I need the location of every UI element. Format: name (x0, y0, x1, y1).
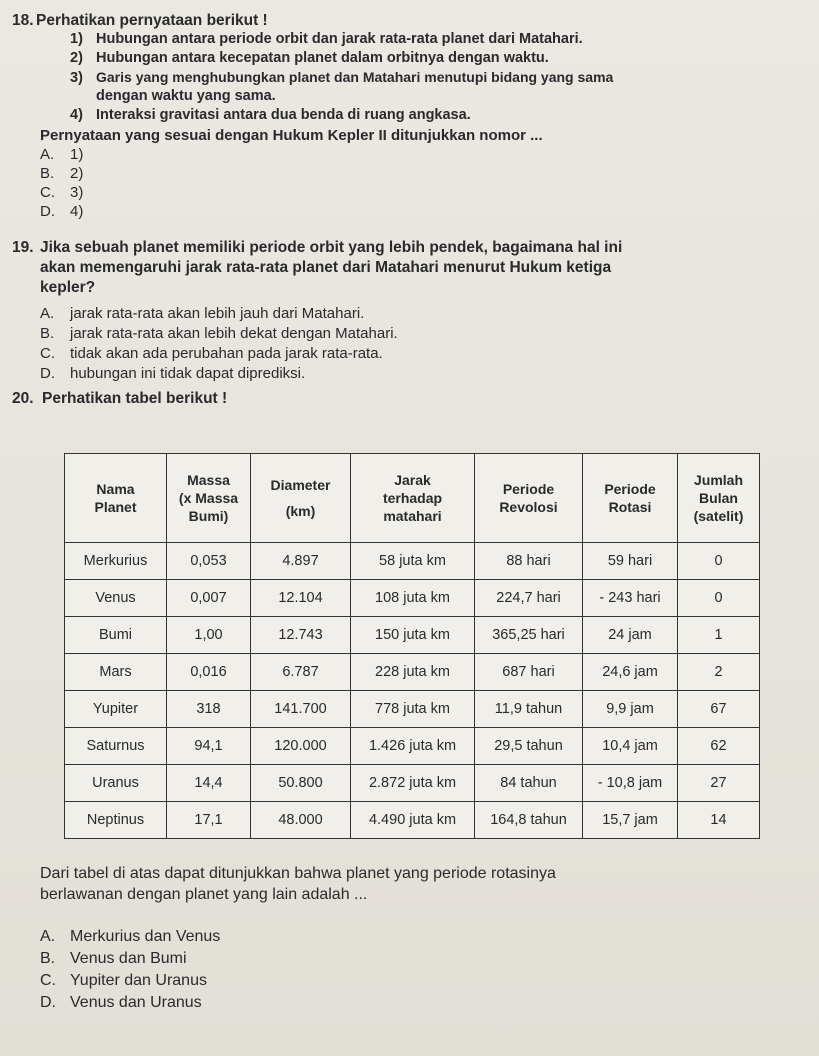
cell-massa: 0,007 (167, 580, 251, 617)
q20-option-d[interactable]: D. Venus dan Uranus (40, 994, 202, 1011)
q19-option-b[interactable]: B. jarak rata-rata akan lebih dekat dengan Matahari. (40, 325, 398, 342)
cell-rotasi: - 243 hari (583, 580, 678, 617)
cell-bulan: 0 (678, 580, 760, 617)
cell-massa: 94,1 (167, 728, 251, 765)
cell-jarak: 108 juta km (351, 580, 475, 617)
cell-nama: Venus (65, 580, 167, 617)
q18-number: 18. (12, 12, 34, 29)
q20-heading (12, 391, 227, 407)
table-row (65, 543, 760, 580)
cell-rotasi: 24,6 jam (583, 654, 678, 691)
cell-nama: Merkurius (65, 543, 167, 580)
q18-option-a[interactable]: A. 1) (40, 146, 84, 163)
cell-rotasi: 24 jam (583, 617, 678, 654)
cell-nama: Neptinus (65, 802, 167, 839)
cell-jarak: 1.426 juta km (351, 728, 475, 765)
cell-revolusi: 365,25 hari (475, 617, 583, 654)
q20-number: 20. (12, 390, 34, 407)
cell-massa: 318 (167, 691, 251, 728)
cell-nama: Bumi (65, 617, 167, 654)
table-row (65, 580, 760, 617)
cell-rotasi: 9,9 jam (583, 691, 678, 728)
cell-bulan: 27 (678, 765, 760, 802)
cell-diameter: 48.000 (251, 802, 351, 839)
header-diameter: Diameter (km) (251, 454, 351, 543)
cell-diameter: 120.000 (251, 728, 351, 765)
table-row (65, 802, 760, 839)
cell-revolusi: 11,9 tahun (475, 691, 583, 728)
cell-bulan: 1 (678, 617, 760, 654)
cell-rotasi: 15,7 jam (583, 802, 678, 839)
cell-massa: 17,1 (167, 802, 251, 839)
table-row (65, 654, 760, 691)
cell-nama: Yupiter (65, 691, 167, 728)
header-jarak: Jarak terhadap matahari (351, 454, 475, 543)
q19-option-c[interactable]: C. tidak akan ada perubahan pada jarak rata-rata. (40, 345, 383, 362)
q18-heading (12, 13, 268, 29)
cell-jarak: 778 juta km (351, 691, 475, 728)
q18-statement: dengan waktu yang sama. (96, 88, 276, 104)
q20-line-2: berlawanan dengan planet yang lain adalah ... (40, 886, 368, 903)
q18-option-b[interactable]: B. 2) (40, 165, 84, 182)
table-body (65, 543, 760, 839)
cell-bulan: 0 (678, 543, 760, 580)
header-massa: Massa (x Massa Bumi) (167, 454, 251, 543)
cell-bulan: 2 (678, 654, 760, 691)
q20-line-1: Dari tabel di atas dapat ditunjukkan bahwa planet yang periode rotasinya (40, 865, 556, 882)
q19-number: 19. (12, 239, 34, 256)
cell-diameter: 141.700 (251, 691, 351, 728)
cell-nama: Mars (65, 654, 167, 691)
cell-massa: 0,053 (167, 543, 251, 580)
cell-rotasi: 59 hari (583, 543, 678, 580)
q18-option-c[interactable]: C. 3) (40, 184, 84, 201)
cell-revolusi: 687 hari (475, 654, 583, 691)
q18-option-d[interactable]: D. 4) (40, 203, 84, 220)
q19-option-a[interactable]: A. jarak rata-rata akan lebih jauh dari Matahari. (40, 305, 365, 322)
q20-option-c[interactable]: C. Yupiter dan Uranus (40, 972, 207, 989)
q20-option-b[interactable]: B. Venus dan Bumi (40, 950, 187, 967)
cell-nama: Uranus (65, 765, 167, 802)
header-periode-revolusi: Periode Revolosi (475, 454, 583, 543)
cell-jarak: 4.490 juta km (351, 802, 475, 839)
q18-statement: 3) Garis yang menghubungkan planet dan Matahari menutupi bidang yang sama (70, 69, 614, 86)
header-nama-planet: Nama Planet (65, 454, 167, 543)
cell-jarak: 58 juta km (351, 543, 475, 580)
table-row (65, 691, 760, 728)
cell-jarak: 150 juta km (351, 617, 475, 654)
q19-option-d[interactable]: D. hubungan ini tidak dapat diprediksi. (40, 365, 306, 382)
cell-diameter: 6.787 (251, 654, 351, 691)
cell-jarak: 2.872 juta km (351, 765, 475, 802)
q19-line-2: akan memengaruhi jarak rata-rata planet dari Matahari menurut Hukum ketiga (40, 259, 612, 276)
table-row (65, 765, 760, 802)
q18-statement: 2) Hubungan antara kecepatan planet dalam orbitnya dengan waktu. (70, 50, 549, 66)
q20-option-a[interactable]: A. Merkurius dan Venus (40, 928, 221, 945)
cell-massa: 1,00 (167, 617, 251, 654)
cell-massa: 0,016 (167, 654, 251, 691)
table-header-row (65, 454, 760, 543)
cell-diameter: 50.800 (251, 765, 351, 802)
cell-revolusi: 84 tahun (475, 765, 583, 802)
cell-revolusi: 88 hari (475, 543, 583, 580)
q18-stem: Perhatikan pernyataan berikut ! (36, 12, 268, 29)
cell-massa: 14,4 (167, 765, 251, 802)
cell-revolusi: 29,5 tahun (475, 728, 583, 765)
header-periode-rotasi: Periode Rotasi (583, 454, 678, 543)
table-row (65, 728, 760, 765)
cell-diameter: 12.743 (251, 617, 351, 654)
cell-rotasi: - 10,8 jam (583, 765, 678, 802)
q18-statement: 4) Interaksi gravitasi antara dua benda di ruang angkasa. (70, 107, 471, 123)
table-row (65, 617, 760, 654)
cell-diameter: 12.104 (251, 580, 351, 617)
cell-bulan: 62 (678, 728, 760, 765)
cell-jarak: 228 juta km (351, 654, 475, 691)
q19-line-1: 19. Jika sebuah planet memiliki periode orbit yang lebih pendek, bagaimana hal ini (12, 239, 623, 256)
q18-prompt: Pernyataan yang sesuai dengan Hukum Kepler II ditunjukkan nomor ... (40, 127, 543, 144)
planet-table (64, 453, 760, 839)
cell-revolusi: 164,8 tahun (475, 802, 583, 839)
cell-bulan: 67 (678, 691, 760, 728)
cell-nama: Saturnus (65, 728, 167, 765)
q20-stem: Perhatikan tabel berikut ! (42, 390, 228, 407)
header-jumlah-bulan: Jumlah Bulan (satelit) (678, 454, 760, 543)
q18-statement: 1) Hubungan antara periode orbit dan jarak rata-rata planet dari Matahari. (70, 31, 583, 47)
cell-diameter: 4.897 (251, 543, 351, 580)
cell-revolusi: 224,7 hari (475, 580, 583, 617)
cell-rotasi: 10,4 jam (583, 728, 678, 765)
q19-line-3: kepler? (40, 279, 96, 296)
cell-bulan: 14 (678, 802, 760, 839)
